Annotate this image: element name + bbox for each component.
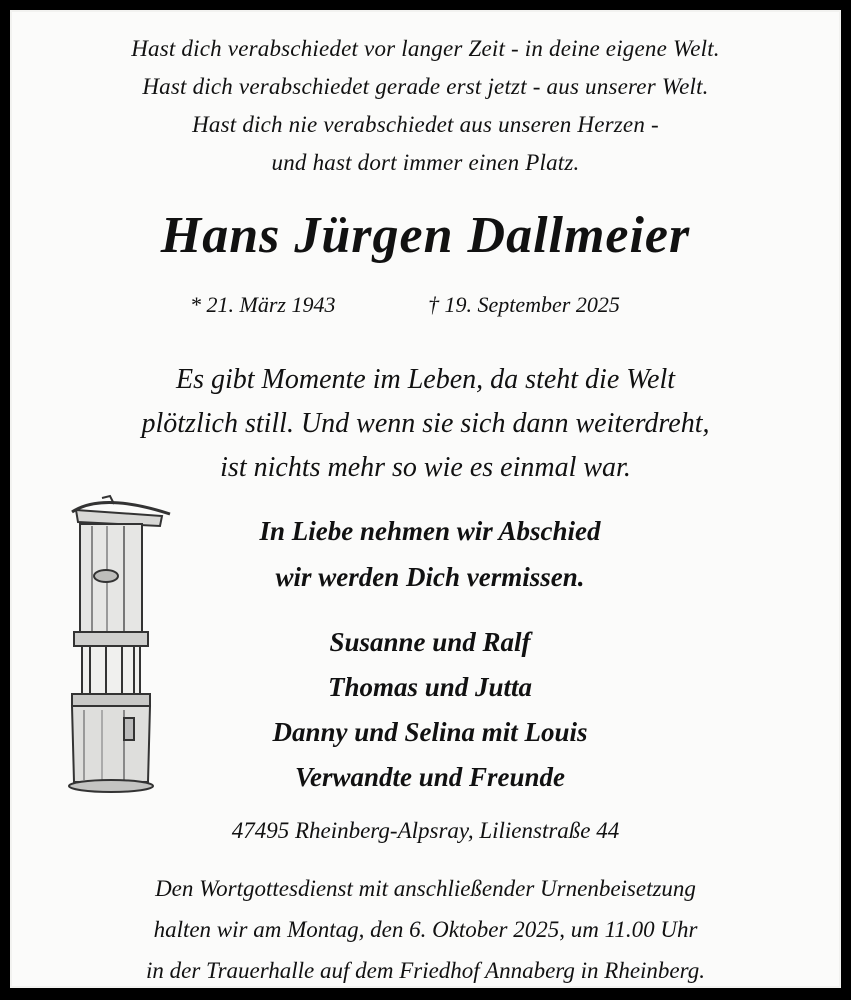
- mourners-list: [215, 620, 645, 800]
- quote: [0, 358, 851, 490]
- farewell-line: wir werden Dich vermissen.: [275, 562, 585, 592]
- poem: [0, 30, 851, 182]
- mourner-line: Thomas und Jutta: [327, 672, 533, 702]
- poem-line: Hast dich nie verabschiedet aus unseren Herzen -: [192, 112, 659, 137]
- mourner-line: Danny und Selina mit Louis: [272, 717, 588, 747]
- miners-lamp-icon: [62, 490, 177, 802]
- quote-line: ist nichts mehr so wie es einmal war.: [220, 452, 631, 483]
- mourner-line: Susanne und Ralf: [329, 627, 531, 657]
- mourner-line: Verwandte und Freunde: [294, 762, 566, 792]
- farewell-line: In Liebe nehmen wir Abschied: [259, 516, 601, 546]
- service-line: Den Wortgottesdienst mit anschließender Urnenbeisetzung: [155, 876, 696, 901]
- service-line: halten wir am Montag, den 6. Oktober 2025, um 11.00 Uhr: [153, 917, 698, 942]
- quote-line: Es gibt Momente im Leben, da steht die Welt: [176, 364, 675, 395]
- deceased-name: Hans Jürgen Dallmeier: [160, 207, 691, 264]
- quote-line: plötzlich still. Und wenn sie sich dann weiterdreht,: [141, 408, 710, 439]
- service-info: [0, 868, 851, 991]
- birth-date: * 21. März 1943: [190, 292, 336, 317]
- death-date: † 19. September 2025: [428, 292, 620, 317]
- address: 47495 Rheinberg-Alpsray, Lilienstraße 44: [231, 818, 620, 843]
- service-line: in der Trauerhalle auf dem Friedhof Annaberg in Rheinberg.: [146, 958, 705, 983]
- poem-line: und hast dort immer einen Platz.: [271, 150, 580, 175]
- poem-line: Hast dich verabschiedet gerade erst jetzt - aus unserer Welt.: [142, 74, 709, 99]
- farewell: [215, 508, 645, 600]
- poem-line: Hast dich verabschiedet vor langer Zeit - in deine eigene Welt.: [131, 36, 720, 61]
